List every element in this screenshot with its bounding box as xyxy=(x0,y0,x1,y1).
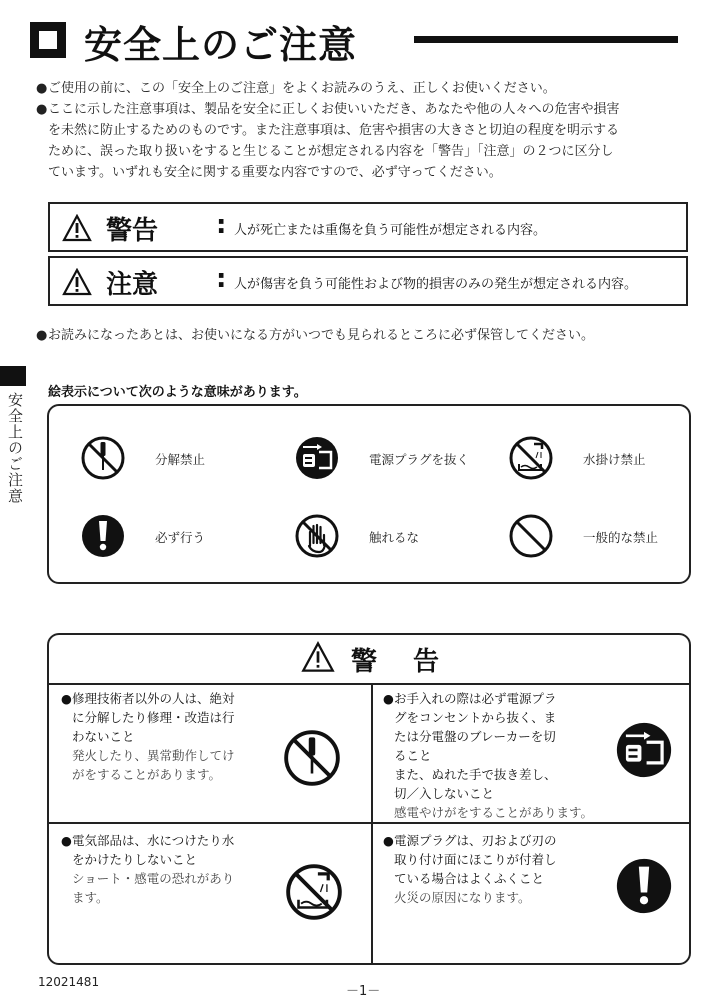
warning-triangle-icon xyxy=(301,641,335,673)
warning-item-text: 電源プラグは、刃および刃の xyxy=(394,833,557,848)
symbol-prohibited xyxy=(507,512,702,560)
symbol-no-water xyxy=(507,434,702,482)
symbol-label: 必ず行う xyxy=(155,530,206,545)
document-code: 12021481 xyxy=(38,975,100,989)
header-square-icon xyxy=(30,22,66,58)
warning-item-text: をかけたりしないこと xyxy=(72,852,198,867)
warning-item-note: 火災の原因になります。 xyxy=(394,890,531,905)
warning-description: 人が死亡または重傷を負う可能性が想定される内容。 xyxy=(234,223,547,238)
symbols-intro: 絵表示について次のような意味があります。 xyxy=(48,385,307,400)
caution-colon: : xyxy=(216,264,227,294)
symbol-label: 一般的な禁止 xyxy=(583,530,659,545)
side-tab-label: 安全上のご注意 xyxy=(6,392,24,504)
warning-item-text: 修理技術者以外の人は、絶対 xyxy=(72,691,235,706)
warning-item-note: 発火したり、異常動作してけ xyxy=(72,748,235,763)
symbol-label: 電源プラグを抜く xyxy=(369,452,470,467)
symbol-no-disassembly xyxy=(79,434,279,482)
intro-bullet-2: ● ここに示した注意事項は、製品を安全に正しくお使いいただき、あなたや他の人々への危害や損害 を未然に防止するためのものです。また注意事項は、危害や損害の大きさと切迫の程度を明示する ために、誤った取り扱いをすると生じることが想定される内容を「警告」「注意」の２つに区分し ています。いずれも安全に関する重要な内容ですので、必ず守ってください。 xyxy=(36,99,686,183)
no-water-icon xyxy=(283,861,345,923)
symbol-no-touch xyxy=(293,512,493,560)
page-title: 安全上のご注意 xyxy=(84,23,358,67)
warning-item-text: グをコンセントから抜く、ま xyxy=(394,710,557,725)
mandatory-icon xyxy=(79,512,127,560)
warning-item-note: がをすることがあります。 xyxy=(72,767,222,782)
warning-item-text: わないこと xyxy=(72,729,135,744)
no-touch-icon xyxy=(293,512,341,560)
warning-box-title: 警告 xyxy=(351,647,476,677)
warning-definition-box xyxy=(48,202,688,252)
warning-triangle-icon xyxy=(62,214,92,242)
symbols-legend-box xyxy=(47,404,691,584)
prohibited-icon xyxy=(507,512,555,560)
caution-definition-box xyxy=(48,256,688,306)
keep-note-text: お読みになったあとは、お使いになる方がいつでも見られるところに必ず保管してください。 xyxy=(48,328,595,343)
intro-bullet-2-line: を未然に防止するためのものです。また注意事項は、危害や損害の大きさと切迫の程度を明示する xyxy=(48,123,619,138)
warning-item-water: ● 電気部品は、水につけたり水 をかけたりしないこと ショート・感電の恐れがあり ます。 xyxy=(61,831,371,961)
caution-triangle-icon xyxy=(62,268,92,296)
warning-box-divider-horizontal xyxy=(49,822,689,824)
warning-box xyxy=(47,633,691,965)
symbol-label: 分解禁止 xyxy=(155,452,206,467)
warning-item-text: ること xyxy=(394,748,432,763)
warning-item-text: ている場合はよくふくこと xyxy=(394,871,545,886)
warning-colon: : xyxy=(216,210,227,240)
warning-item-plug-dust: ● 電源プラグは、刃および刃の 取り付け面にほこりが付着し ている場合はよくふくこと 火災の原因になります。 xyxy=(383,831,683,961)
intro-bullet-2-line: ために、誤った取り扱いをすると生じることが想定される内容を「警告」「注意」の２つに区分し xyxy=(48,144,614,159)
mandatory-icon xyxy=(613,855,675,917)
intro-bullet-1-text: ご使用の前に、この「安全上のご注意」をよくお読みのうえ、正しくお使いください。 xyxy=(48,81,556,96)
side-tab-marker xyxy=(0,366,26,386)
no-water-icon xyxy=(507,434,555,482)
warning-item-text: お手入れの際は必ず電源プラ xyxy=(394,691,557,706)
intro-bullet-2-line: ここに示した注意事項は、製品を安全に正しくお使いいただき、あなたや他の人々への危害や損害 xyxy=(48,102,620,117)
unplug-icon xyxy=(613,719,675,781)
warning-item-text: 電気部品は、水につけたり水 xyxy=(72,833,235,848)
warning-item-disassembly: ● 修理技術者以外の人は、絶対 に分解したり修理・改造は行 わないこと 発火したり、異常動作してけ がをすることがあります。 xyxy=(61,689,371,819)
intro-bullet-1: ● ご使用の前に、この「安全上のご注意」をよくお読みのうえ、正しくお使いください。 xyxy=(36,78,686,99)
intro-bullet-2-line: ています。いずれも安全に関する重要な内容ですので、必ず守ってください。 xyxy=(48,165,502,180)
unplug-icon xyxy=(293,434,341,482)
symbol-unplug xyxy=(293,434,493,482)
keep-note: ● お読みになったあとは、お使いになる方がいつでも見られるところに必ず保管してください。 xyxy=(36,325,686,346)
warning-box-header xyxy=(49,635,689,685)
warning-box-divider-vertical xyxy=(371,683,373,965)
no-disassembly-icon xyxy=(281,727,343,789)
page-number: －1－ xyxy=(346,984,381,999)
warning-term: 警告 xyxy=(106,216,159,246)
no-disassembly-icon xyxy=(79,434,127,482)
symbol-label: 水掛け禁止 xyxy=(583,452,646,467)
warning-item-note: ます。 xyxy=(72,890,109,905)
caution-description: 人が傷害を負う可能性および物的損害のみの発生が想定される内容。 xyxy=(234,277,638,292)
caution-term: 注意 xyxy=(106,270,159,300)
warning-item-text: 取り付け面にほこりが付着し xyxy=(394,852,557,867)
warning-item-note: 感電やけがをすることがあります。 xyxy=(394,805,594,820)
warning-item-text: また、ぬれた手で抜き差し、 xyxy=(394,767,557,782)
warning-item-text: に分解したり修理・改造は行 xyxy=(72,710,235,725)
warning-item-note: ショート・感電の恐れがあり xyxy=(72,871,235,886)
header-rule xyxy=(414,36,678,43)
warning-item-unplug: ● お手入れの際は必ず電源プラ グをコンセントから抜く、ま たは分電盤のブレーカーを切 ること また、ぬれた手で抜き差し、 切／入しないこと 感電やけがをすることがあります。 xyxy=(383,689,683,819)
symbol-label: 触れるな xyxy=(369,530,420,545)
symbol-mandatory xyxy=(79,512,279,560)
warning-item-text: 切／入しないこと xyxy=(394,786,495,801)
warning-item-text: たは分電盤のブレーカーを切 xyxy=(394,729,556,744)
